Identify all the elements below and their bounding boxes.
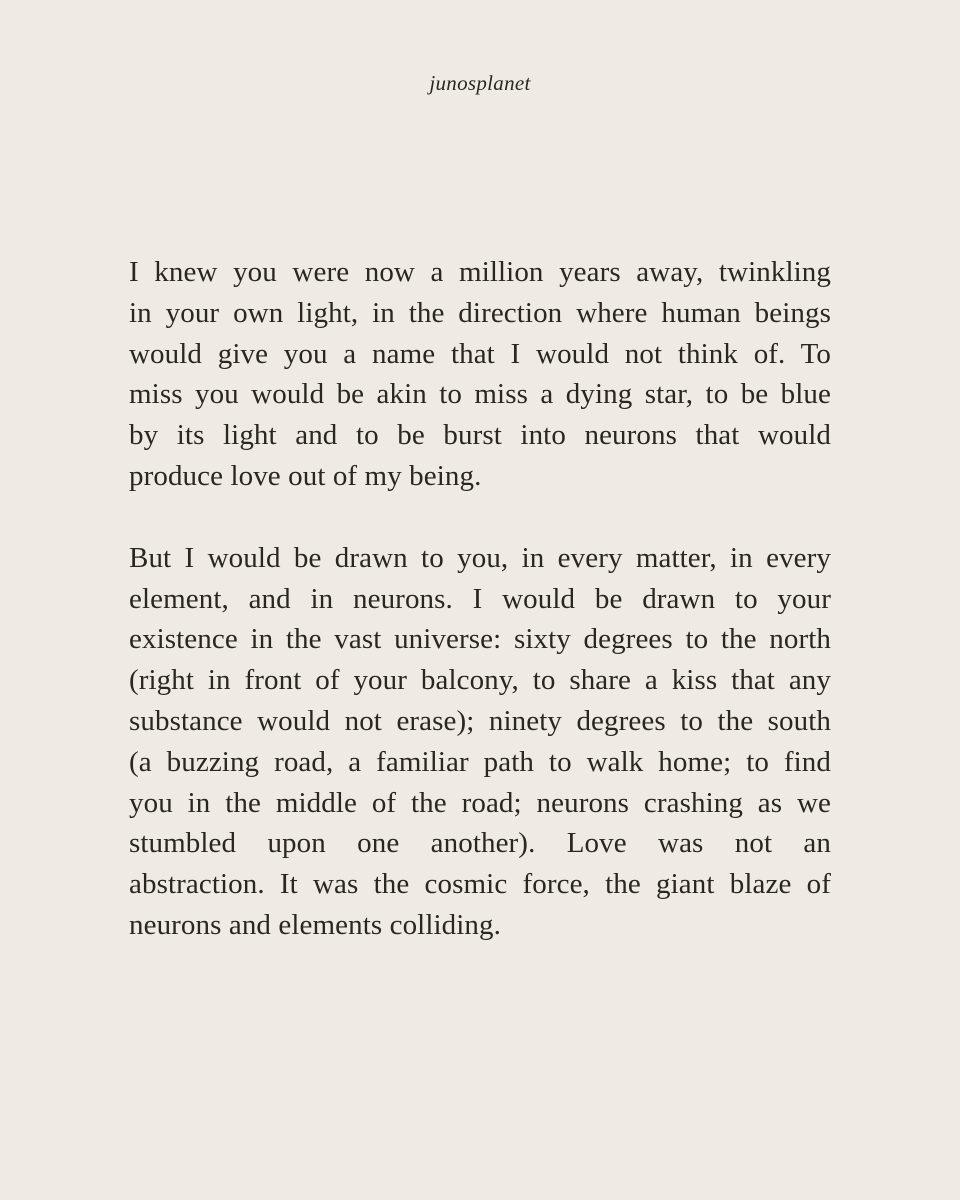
poem-line: miss you would be akin to miss a dying star, to be blue bbox=[129, 378, 831, 411]
poem-line: (right in front of your balcony, to share a kiss that any bbox=[129, 664, 831, 697]
poem-line: existence in the vast universe: sixty degrees to the north bbox=[129, 623, 831, 656]
poem-line: produce love out of my being. bbox=[129, 459, 482, 492]
poem-line: element, and in neurons. I would be drawn to your bbox=[129, 582, 831, 615]
stanza-2 bbox=[129, 538, 831, 946]
poem-line: But I would be drawn to you, in every matter, in every bbox=[129, 541, 831, 574]
poem-line: stumbled upon one another). Love was not an bbox=[129, 827, 831, 860]
poem-line: abstraction. It was the cosmic force, the giant blaze of bbox=[129, 868, 831, 901]
stanza-1 bbox=[129, 252, 831, 497]
poem-line: substance would not erase); ninety degrees to the south bbox=[129, 704, 831, 737]
author-handle: junosplanet bbox=[429, 71, 531, 95]
poem-line: by its light and to be burst into neurons that would bbox=[129, 419, 831, 452]
poem-line: neurons and elements colliding. bbox=[129, 908, 501, 941]
poem-line: would give you a name that I would not think of. To bbox=[129, 337, 831, 370]
poem-line: I knew you were now a million years away, twinkling bbox=[129, 256, 831, 288]
poem-line: in your own light, in the direction where human beings bbox=[129, 296, 831, 329]
poem-body bbox=[129, 252, 831, 987]
poem-line: (a buzzing road, a familiar path to walk home; to find bbox=[129, 745, 831, 778]
poem-line: you in the middle of the road; neurons crashing as we bbox=[129, 786, 831, 819]
